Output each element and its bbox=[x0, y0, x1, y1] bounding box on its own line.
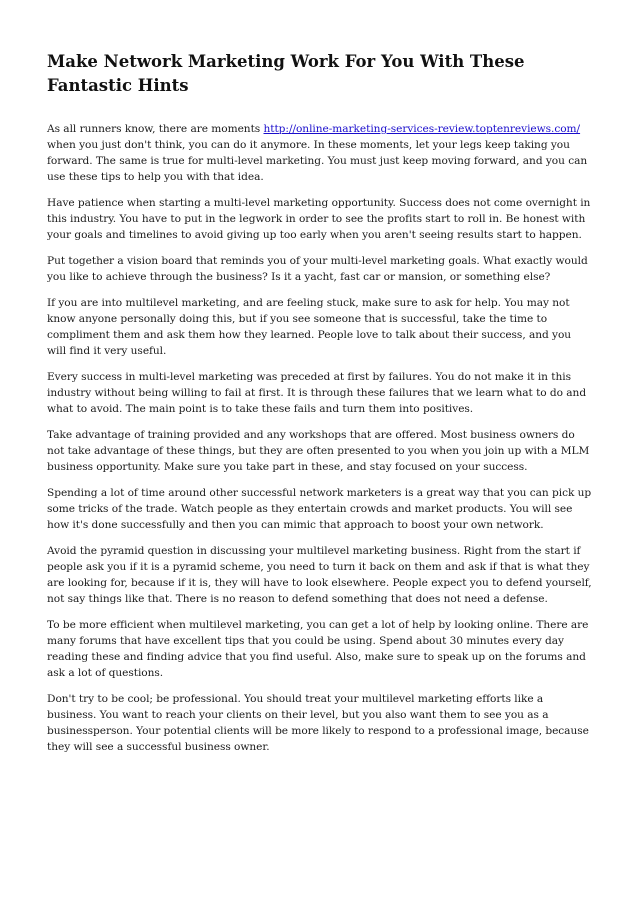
body-paragraph: Avoid the pyramid question in discussing your multilevel marketing business. Right from the start if people ask you if it is a pyramid scheme, you need to turn it back on them and ask if that is what they are looking for, because if it is, they will have to look elsewhere. People expect you to defend yourself, not say things like that. There is no reason to defend something that does not need a defense. bbox=[47, 545, 592, 605]
body-paragraph: Every success in multi-level marketing was preceded at first by failures. You do not make it in this industry without being willing to fail at first. It is through these failures that we learn what to do and what to avoid. The main point is to take these fails and turn them into positives. bbox=[47, 371, 587, 415]
body-paragraph: Spending a lot of time around other successful network marketers is a great way that you can pick up some tricks of the trade. Watch people as they entertain crowds and market products. You will see how it's done successfully and then you can mimic that approach to boost your own network. bbox=[47, 487, 592, 531]
intro-text-after-link: when you just don't think, you can do it anymore. In these moments, let your legs keep taking you forward. The same is true for multi-level marketing. You must just keep moving forward, and you can use these tips to help you with that idea. bbox=[47, 139, 588, 183]
intro-text-before-link: As all runners know, there are moments bbox=[47, 123, 264, 135]
body-paragraph: Put together a vision board that reminds you of your multi-level marketing goals. What exactly would you like to achieve through the business? Is it a yacht, fast car or mansion, or something else? bbox=[47, 255, 588, 283]
document-page bbox=[47, 50, 593, 765]
review-site-link[interactable]: http://online-marketing-services-review.toptenreviews.com/ bbox=[263, 123, 581, 135]
intro-paragraph bbox=[47, 121, 593, 185]
body-paragraph: Have patience when starting a multi-level marketing opportunity. Success does not come overnight in this industry. You have to put in the legwork in order to see the profits start to roll in. Be honest with your goals and timelines to avoid giving up too early when you aren't seeing results start to happen. bbox=[47, 197, 591, 241]
body-paragraph: If you are into multilevel marketing, and are feeling stuck, make sure to ask for help. You may not know anyone personally doing this, but if you see someone that is successful, take the time to compliment them and ask them how they learned. People love to talk about their success, and you will find it very useful. bbox=[47, 297, 572, 357]
body-paragraph: To be more efficient when multilevel marketing, you can get a lot of help by looking online. There are many forums that have excellent tips that you could be using. Spend about 30 minutes every day reading these and finding advice that you find useful. Also, make sure to speak up on the forums and ask a lot of questions. bbox=[47, 619, 589, 679]
document-title: Make Network Marketing Work For You With These Fantastic Hints bbox=[47, 52, 525, 95]
body-paragraph: Don't try to be cool; be professional. You should treat your multilevel marketing efforts like a business. You want to reach your clients on their level, but you also want them to see you as a businessperson. Your potential clients will be more likely to respond to a professional image, because they will see a successful business owner. bbox=[47, 693, 589, 753]
body-paragraph: Take advantage of training provided and any workshops that are offered. Most business owners do not take advantage of these things, but they are often presented to you when you join up with a MLM business opportunity. Make sure you take part in these, and stay focused on your success. bbox=[47, 429, 590, 473]
